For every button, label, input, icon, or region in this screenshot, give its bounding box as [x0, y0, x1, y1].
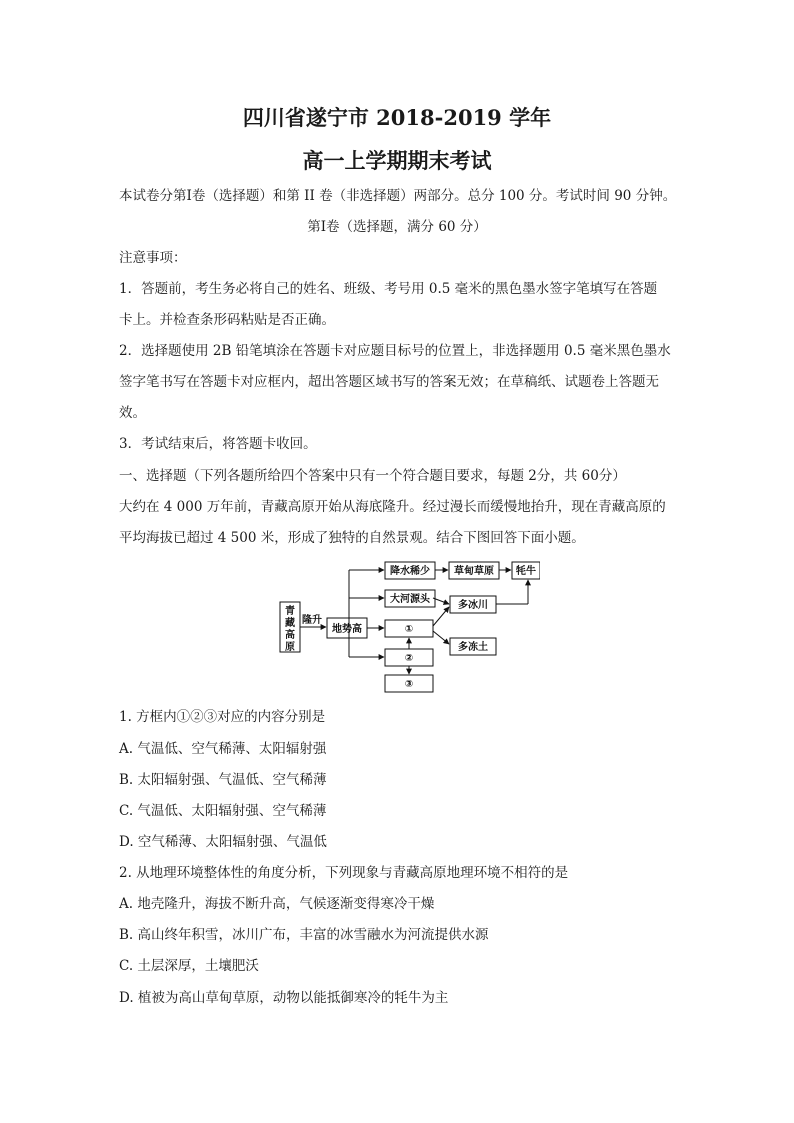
meadow-label: 草甸草原: [454, 566, 494, 577]
question-2-option-c: C. 土层深厚，土壤肥沃: [119, 958, 259, 974]
box-2-label: ②: [404, 653, 414, 664]
part1-heading: 第Ⅰ卷（选择题，满分 60 分）: [307, 219, 487, 235]
flow-diagram: [270, 560, 540, 695]
passage-line-2: 平均海拔已超过 4 500 米，形成了独特的自然景观。结合下图回答下面小题。: [119, 530, 585, 546]
exam-title: 四川省遂宁市 2018-2019 学年: [242, 105, 552, 130]
note-item-2-cont: 签字笔书写在答题卡对应框内，超出答题区域书写的答案无效；在草稿纸、试题卷上答题无: [119, 374, 659, 390]
note-item-1: 1．答题前，考生务必将自己的姓名、班级、考号用 0.5 毫米的黑色墨水签字笔填写在答题: [119, 281, 658, 297]
note-item-3: 3．考试结束后，将答题卡收回。: [119, 436, 317, 452]
plateau-label-2: 藏: [285, 618, 295, 629]
question-2-stem: 2. 从地理环境整体性的角度分析，下列现象与青藏高原地理环境不相符的是: [119, 865, 569, 881]
plateau-label-3: 高: [285, 630, 295, 641]
note-item-2-end: 效。: [119, 405, 146, 421]
uplift-label: 隆升: [302, 615, 322, 626]
plateau-label-1: 青: [285, 606, 295, 617]
river-source-label: 大河源头: [390, 594, 430, 605]
question-1-option-c: C. 气温低、太阳辐射强、空气稀薄: [119, 803, 327, 819]
yak-label: 牦牛: [516, 566, 536, 577]
intro-text: 本试卷分第Ⅰ卷（选择题）和第 II 卷（非选择题）两部分。总分 100 分。考试时间 90 分钟。: [119, 188, 677, 204]
exam-subtitle: 高一上学期期末考试: [302, 148, 492, 173]
question-1-stem: 1. 方框内①②③对应的内容分别是: [119, 709, 326, 725]
question-2-option-b: B. 高山终年积雪，冰川广布，丰富的冰雪融水为河流提供水源: [119, 927, 489, 943]
question-2-option-d: D. 植被为高山草甸草原，动物以能抵御寒冷的牦牛为主: [119, 990, 449, 1006]
terrain-high-label: 地势高: [332, 624, 362, 635]
notes-heading: 注意事项：: [119, 250, 187, 266]
section-heading: 一、选择题（下列各题所给四个答案中只有一个符合题目要求，每题 2分，共 60分）: [119, 468, 626, 484]
box-3-label: ③: [404, 679, 414, 690]
note-item-2: 2．选择题使用 2B 铅笔填涂在答题卡对应题目标号的位置上，非选择题用 0.5 毫米黑色墨水: [119, 343, 671, 359]
question-1-option-d: D. 空气稀薄、太阳辐射强、气温低: [119, 834, 327, 850]
box-1-label: ①: [404, 624, 414, 635]
glaciers-label: 多冰川: [458, 600, 488, 611]
question-1-option-a: A. 气温低、空气稀薄、太阳辐射强: [119, 741, 327, 757]
question-1-option-b: B. 太阳辐射强、气温低、空气稀薄: [119, 772, 327, 788]
frozen-soil-label: 多冻土: [458, 642, 488, 653]
low-precip-label: 降水稀少: [390, 566, 430, 577]
passage-line-1: 大约在 4 000 万年前，青藏高原开始从海底隆升。经过漫长而缓慢地抬升，现在青藏高原的: [119, 499, 666, 515]
note-item-1-cont: 卡上。并检查条形码粘贴是否正确。: [119, 312, 335, 328]
plateau-label-4: 原: [285, 642, 295, 653]
question-2-option-a: A. 地壳隆升，海拔不断升高，气候逐渐变得寒冷干燥: [119, 896, 435, 912]
